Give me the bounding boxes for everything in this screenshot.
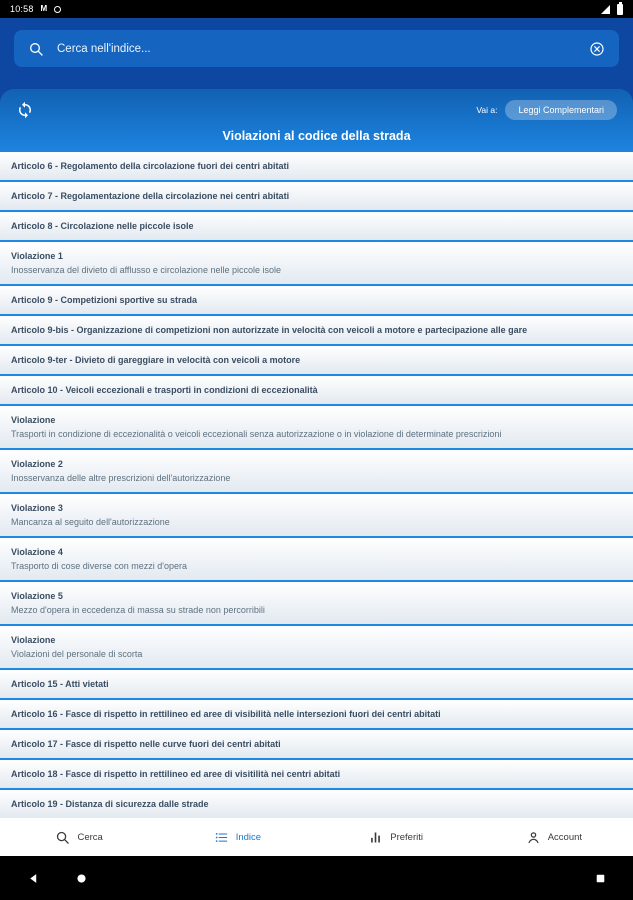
row-title: Articolo 6 - Regolamento della circolazione fuori dei centri abitati bbox=[11, 161, 290, 171]
row-title: Articolo 9 - Competizioni sportive su strada bbox=[11, 295, 198, 305]
list-icon bbox=[214, 830, 229, 845]
android-nav-bar bbox=[0, 856, 633, 900]
index-panel bbox=[0, 89, 633, 818]
row-title: Articolo 16 - Fasce di rispetto in rettilineo ed aree di visibilità nelle intersezioni fuori dei centri abitati bbox=[11, 709, 441, 719]
nav-item-preferiti[interactable] bbox=[317, 830, 475, 845]
page-title: Violazioni al codice della strada bbox=[222, 129, 411, 143]
article-row[interactable] bbox=[0, 376, 633, 404]
goto-label: Vai a: bbox=[476, 105, 498, 115]
panel-toolbar bbox=[0, 89, 633, 126]
row-title: Violazione bbox=[11, 635, 56, 645]
article-row[interactable] bbox=[0, 670, 633, 698]
search-input[interactable] bbox=[57, 43, 576, 55]
violation-row[interactable] bbox=[0, 494, 633, 536]
row-title: Articolo 18 - Fasce di rispetto in rettilineo ed aree di visitilità nei centri abitati bbox=[11, 769, 341, 779]
refresh-icon[interactable] bbox=[16, 101, 34, 119]
status-bar bbox=[0, 0, 633, 18]
violation-row[interactable] bbox=[0, 538, 633, 580]
article-row[interactable] bbox=[0, 152, 633, 180]
signal-icon bbox=[601, 5, 610, 14]
nav-label: Indice bbox=[235, 831, 262, 843]
row-title: Violazione 4 bbox=[11, 547, 63, 557]
chart-icon bbox=[368, 830, 383, 845]
article-row[interactable] bbox=[0, 700, 633, 728]
home-icon[interactable] bbox=[74, 871, 88, 885]
row-title: Violazione bbox=[11, 415, 56, 425]
row-title: Articolo 15 - Atti vietati bbox=[11, 679, 109, 689]
nav-item-indice[interactable] bbox=[158, 830, 316, 845]
index-list bbox=[0, 152, 633, 818]
row-title: Violazione 2 bbox=[11, 459, 63, 469]
row-description: Mancanza al seguito dell'autorizzazione bbox=[11, 517, 170, 527]
status-time: 10:58 bbox=[10, 4, 34, 14]
row-title: Articolo 9-bis - Organizzazione di competizioni non autorizzate in velocità con veicoli a motore e partecipazione alle gare bbox=[11, 325, 528, 335]
nav-item-account[interactable] bbox=[475, 830, 633, 845]
nav-item-cerca[interactable] bbox=[0, 830, 158, 845]
recents-icon[interactable] bbox=[593, 871, 607, 885]
row-description: Inosservanza del divieto di afflusso e circolazione nelle piccole isole bbox=[11, 265, 281, 275]
violation-row[interactable] bbox=[0, 582, 633, 624]
violation-row[interactable] bbox=[0, 626, 633, 668]
row-description: Trasporti in condizione di eccezionalità o veicoli eccezionali senza autorizzazione o in violazione di determinate prescrizioni bbox=[11, 429, 502, 439]
search-bar[interactable] bbox=[14, 30, 619, 67]
clear-search-icon[interactable] bbox=[589, 41, 605, 57]
bottom-nav bbox=[0, 818, 633, 856]
nav-label: Preferiti bbox=[390, 831, 423, 843]
gmail-icon: M bbox=[40, 4, 48, 13]
row-title: Violazione 3 bbox=[11, 503, 63, 513]
row-title: Articolo 9-ter - Divieto di gareggiare in velocità con veicoli a motore bbox=[11, 355, 301, 365]
article-row[interactable] bbox=[0, 316, 633, 344]
row-title: Articolo 7 - Regolamentazione della circolazione nei centri abitati bbox=[11, 191, 290, 201]
nav-label: Account bbox=[547, 831, 583, 843]
row-title: Violazione 1 bbox=[11, 251, 63, 261]
violation-row[interactable] bbox=[0, 242, 633, 284]
row-title: Articolo 10 - Veicoli eccezionali e trasporti in condizioni di eccezionalità bbox=[11, 385, 318, 395]
person-icon bbox=[526, 830, 541, 845]
search-icon bbox=[55, 830, 70, 845]
violation-row[interactable] bbox=[0, 406, 633, 448]
article-row[interactable] bbox=[0, 730, 633, 758]
battery-icon bbox=[617, 4, 623, 15]
article-row[interactable] bbox=[0, 182, 633, 210]
back-icon[interactable] bbox=[26, 871, 40, 885]
row-description: Inosservanza delle altre prescrizioni dell'autorizzazione bbox=[11, 473, 231, 483]
article-row[interactable] bbox=[0, 212, 633, 240]
nav-label: Cerca bbox=[77, 831, 103, 843]
complementary-laws-button[interactable]: Leggi Complementari bbox=[505, 100, 617, 120]
search-icon bbox=[28, 41, 44, 57]
row-title: Articolo 8 - Circolazione nelle piccole isole bbox=[11, 221, 194, 231]
search-header bbox=[0, 18, 633, 89]
row-title: Violazione 5 bbox=[11, 591, 63, 601]
row-title: Articolo 17 - Fasce di rispetto nelle curve fuori dei centri abitati bbox=[11, 739, 281, 749]
row-description: Violazioni del personale di scorta bbox=[11, 649, 143, 659]
row-description: Trasporto di cose diverse con mezzi d'opera bbox=[11, 561, 187, 571]
article-row[interactable] bbox=[0, 760, 633, 788]
circle-app-icon bbox=[54, 6, 61, 13]
row-description: Mezzo d'opera in eccedenza di massa su strade non percorribili bbox=[11, 605, 265, 615]
violation-row[interactable] bbox=[0, 450, 633, 492]
article-row[interactable] bbox=[0, 346, 633, 374]
row-title: Articolo 19 - Distanza di sicurezza dalle strade bbox=[11, 799, 209, 809]
article-row[interactable] bbox=[0, 286, 633, 314]
article-row[interactable] bbox=[0, 790, 633, 818]
